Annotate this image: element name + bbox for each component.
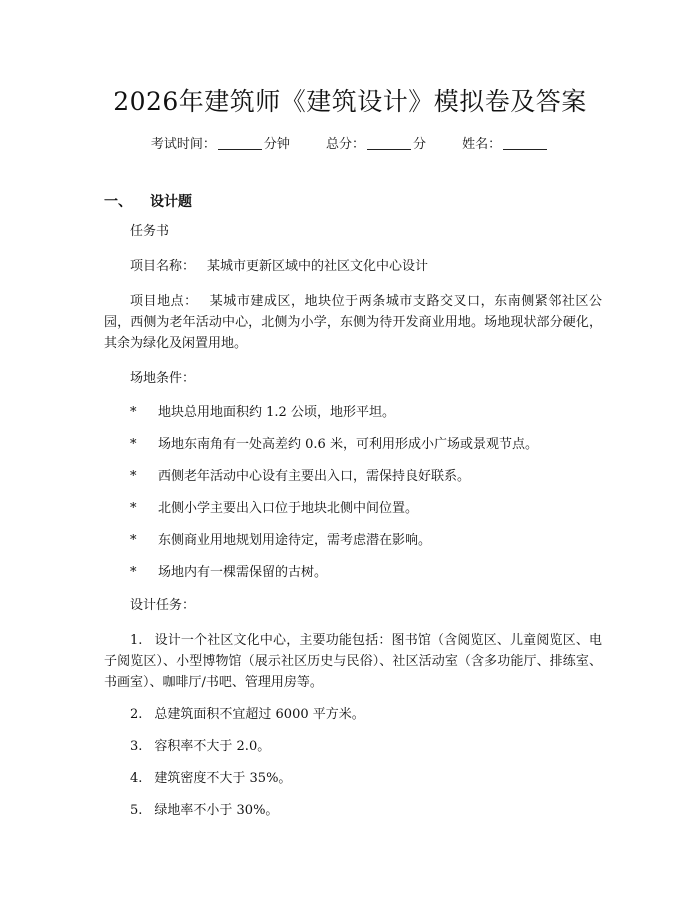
list-item [104,800,602,821]
bullet-mark: * [130,469,137,484]
list-item [104,531,602,551]
task-book-label: 任务书 [130,224,170,239]
exam-time [151,137,294,152]
list-item-number: 3. [130,739,143,754]
page-title: 2026年建筑师《建筑设计》模拟卷及答案 [113,87,587,116]
list-item [104,768,602,789]
student-name-blank [503,136,547,150]
project-site-label: 项目地点： [130,294,198,309]
list-item-text: 北侧小学主要出入口位于地块北侧中间位置。 [158,501,419,516]
project-site [104,291,602,354]
list-item [104,563,602,583]
section-number: 一、 [104,194,132,210]
list-item-text: 容积率不大于 2.0。 [154,739,271,754]
list-item [104,630,602,693]
total-score [326,137,430,152]
section-title: 设计题 [150,194,192,210]
bullet-mark: * [130,565,137,580]
exam-meta [0,133,700,152]
list-item-text: 地块总用地面积约 1.2 公顷，地形平坦。 [158,405,395,420]
list-item-text: 场地内有一棵需保留的古树。 [158,565,328,580]
section-heading [104,191,192,211]
list-item [104,736,602,757]
bullet-mark: * [130,437,137,452]
site-conditions-list [104,403,602,583]
project-name-label: 项目名称： [130,259,196,274]
list-item [104,467,602,487]
student-name [462,137,549,152]
total-score-blank [367,136,411,150]
project-name-value: 某城市更新区域中的社区文化中心设计 [207,259,429,274]
list-item-text: 场地东南角有一处高差约 0.6 米，可利用形成小广场或景观节点。 [158,437,538,452]
project-name [104,256,602,277]
list-item [104,499,602,519]
project-site-value: 某城市建成区，地块位于两条城市支路交叉口，东南侧紧邻社区公园，西侧为老年活动中心，北侧为小学，东侧为待开发商业用地。场地现状部分硬化，其余为绿化及闲置用地。 [104,294,602,351]
bullet-mark: * [130,501,137,516]
section-body [104,221,602,832]
bullet-mark: * [130,533,137,548]
total-score-unit: 分 [413,137,427,152]
list-item [104,435,602,455]
list-item-number: 5. [130,803,143,818]
list-item-text: 总建筑面积不宜超过 6000 平方米。 [154,707,365,722]
site-conditions-label: 场地条件： [130,371,196,386]
exam-time-label: 考试时间： [150,137,216,152]
design-tasks-list [104,630,602,821]
list-item-number: 2. [130,707,143,722]
list-item-number: 1. [130,633,143,648]
exam-time-blank [218,136,262,150]
list-item-text: 东侧商业用地规划用途待定，需考虑潜在影响。 [158,533,432,548]
list-item [104,704,602,725]
list-item-text: 设计一个社区文化中心，主要功能包括：图书馆（含阅览区、儿童阅览区、电子阅览区）、小型博物馆（展示社区历史与民俗）、社区活动室（含多功能厅、排练室、书画室）、咖啡厅/书吧、管理用房等。 [104,633,602,690]
list-item-text: 建筑密度不大于 35%。 [154,771,292,786]
exam-time-unit: 分钟 [263,137,290,152]
student-name-label: 姓名： [462,137,502,152]
list-item [104,403,602,423]
list-item-text: 绿地率不小于 30%。 [154,803,279,818]
bullet-mark: * [130,405,137,420]
list-item-text: 西侧老年活动中心设有主要出入口，需保持良好联系。 [158,469,471,484]
list-item-number: 4. [130,771,143,786]
design-tasks-label: 设计任务： [130,598,196,613]
total-score-label: 总分： [325,137,365,152]
